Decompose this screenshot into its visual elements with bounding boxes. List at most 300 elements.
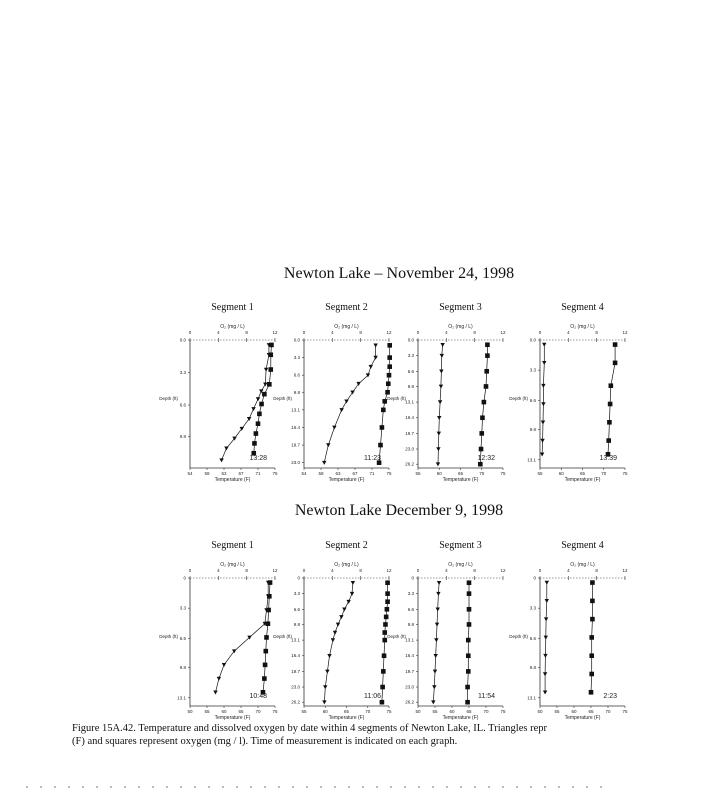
oxygen-axis-label: O₂ (mg / L)	[334, 324, 359, 330]
oxygen-point	[609, 383, 614, 388]
oxygen-line	[480, 345, 487, 465]
oxygen-point	[387, 373, 392, 378]
oxygen-tick-label: 0	[188, 568, 192, 573]
temperature-point	[435, 623, 439, 627]
temperature-tick-label: 54	[187, 471, 193, 476]
oxygen-point	[381, 669, 386, 674]
measurement-time: 12:32	[477, 455, 495, 462]
oxygen-point	[467, 580, 472, 585]
oxygen-point	[589, 672, 594, 677]
oxygen-tick-label: 12	[622, 568, 628, 573]
oxygen-point	[613, 342, 618, 347]
plot-area	[509, 324, 628, 483]
oxygen-tick-label: 12	[386, 330, 392, 335]
depth-profile-chart	[273, 318, 399, 488]
temperature-point	[542, 343, 546, 347]
oxygen-tick-label: 8	[359, 568, 362, 573]
oxygen-point	[384, 615, 389, 620]
depth-tick-label: 9.8	[179, 665, 186, 671]
temperature-point	[219, 458, 223, 462]
temperature-tick-label: 75	[272, 471, 278, 476]
oxygen-point	[259, 402, 264, 407]
depth-tick-label: 9.8	[407, 621, 414, 627]
oxygen-tick-label: 4	[217, 330, 220, 335]
depth-tick-label: 6.6	[179, 635, 186, 641]
oxygen-point	[485, 342, 490, 347]
temperature-point	[373, 356, 377, 360]
temperature-tick-label: 55	[415, 471, 421, 476]
oxygen-tick-label: 12	[622, 330, 628, 335]
depth-tick-label: 0	[297, 575, 300, 581]
temperature-tick-label: 65	[457, 471, 464, 476]
oxygen-tick-label: 8	[595, 330, 598, 335]
depth-tick-label: 19.7	[405, 430, 414, 436]
temperature-tick-label: 55	[301, 709, 307, 714]
oxygen-point	[387, 355, 392, 360]
temperature-point	[544, 636, 548, 640]
temperature-point	[432, 685, 436, 689]
temperature-point	[540, 439, 544, 443]
oxygen-point	[466, 638, 471, 643]
depth-axis-label: Depth (ft)	[159, 396, 178, 401]
measurement-time: 10:48	[249, 693, 267, 700]
temperature-tick-label: 67	[238, 471, 244, 476]
oxygen-tick-label: 12	[500, 330, 506, 335]
temperature-tick-label: 70	[479, 471, 485, 476]
temperature-axis-label: Temperature (F)	[214, 477, 251, 483]
depth-tick-label: 13.1	[177, 695, 186, 701]
temperature-point	[436, 447, 440, 451]
temperature-point	[437, 416, 441, 420]
temperature-point	[350, 390, 354, 394]
depth-tick-label: 16.4	[405, 653, 414, 659]
oxygen-axis-label: O₂ (mg / L)	[570, 324, 595, 330]
segment-label: Segment 4	[561, 540, 604, 551]
depth-tick-label: 0	[411, 575, 414, 581]
temperature-tick-label: 75	[386, 709, 392, 714]
depth-axis-label: Depth (ft)	[509, 634, 528, 639]
oxygen-point	[608, 402, 613, 407]
oxygen-point	[589, 653, 594, 658]
temperature-point	[322, 700, 326, 704]
caption-line-2: (F) and squares represent oxygen (mg / l). Time of measurement is indicated on each graph.	[72, 736, 458, 747]
temperature-tick-label: 65	[588, 709, 594, 714]
oxygen-tick-label: 8	[245, 330, 248, 335]
oxygen-tick-label: 8	[359, 330, 362, 335]
page-edge-artifact	[20, 786, 610, 788]
temperature-tick-label: 55	[554, 709, 560, 714]
oxygen-point	[268, 352, 273, 357]
depth-tick-label: 16.4	[291, 653, 300, 659]
temperature-axis-label: Temperature (F)	[214, 715, 251, 721]
oxygen-point	[268, 367, 273, 372]
temperature-point	[342, 607, 346, 611]
temperature-tick-label: 60	[449, 709, 455, 714]
oxygen-point	[385, 591, 390, 596]
depth-tick-label: 3.3	[293, 591, 300, 597]
temperature-tick-label: 63	[335, 471, 341, 476]
temperature-point	[540, 452, 544, 456]
temperature-point	[541, 402, 545, 406]
oxygen-axis-label: O₂ (mg / L)	[334, 562, 359, 568]
depth-tick-label: 9.8	[293, 389, 300, 395]
plot-area	[509, 562, 628, 721]
oxygen-point	[467, 591, 472, 596]
temperature-tick-label: 55	[537, 471, 543, 476]
temperature-point	[323, 685, 327, 689]
depth-profile-chart	[509, 318, 635, 488]
depth-tick-label: 13.1	[291, 637, 300, 643]
depth-profile-chart	[509, 556, 635, 726]
temperature-point	[336, 623, 340, 627]
temperature-tick-label: 59	[318, 471, 324, 476]
oxygen-point	[257, 412, 262, 417]
oxygen-tick-label: 4	[567, 568, 570, 573]
plot-area	[159, 324, 278, 483]
depth-tick-label: 3.3	[179, 369, 186, 375]
oxygen-tick-label: 8	[595, 568, 598, 573]
temperature-point	[222, 663, 226, 667]
oxygen-point	[256, 421, 261, 426]
temperature-tick-label: 50	[537, 709, 543, 714]
temperature-point	[543, 654, 547, 658]
depth-tick-label: 13.1	[405, 399, 414, 405]
oxygen-line	[468, 583, 469, 703]
depth-tick-label: 9.8	[293, 621, 300, 627]
chart-title-november: Newton Lake – November 24, 1998	[283, 265, 515, 282]
segment-label: Segment 2	[325, 302, 368, 313]
oxygen-tick-label: 12	[500, 568, 506, 573]
temperature-axis-label: Temperature (F)	[328, 715, 365, 721]
measurement-time: 11:54	[478, 693, 495, 700]
temperature-point	[543, 690, 547, 694]
temperature-point	[333, 631, 337, 635]
depth-tick-label: 23.0	[405, 446, 414, 452]
oxygen-point	[267, 594, 272, 599]
oxygen-tick-label: 12	[272, 330, 278, 335]
measurement-time: 13:28	[249, 455, 267, 462]
plot-area	[159, 562, 278, 721]
temperature-point	[263, 383, 267, 387]
oxygen-point	[589, 690, 594, 695]
oxygen-point	[380, 685, 385, 690]
temperature-point	[541, 420, 545, 424]
oxygen-tick-label: 8	[473, 330, 476, 335]
depth-axis-label: Depth (ft)	[509, 396, 528, 401]
temperature-axis-label: Temperature (F)	[442, 715, 479, 721]
temperature-tick-label: 55	[204, 709, 210, 714]
temperature-point	[322, 461, 326, 465]
temperature-point	[256, 397, 260, 401]
temperature-point	[545, 581, 549, 585]
depth-tick-label: 0	[183, 575, 186, 581]
depth-tick-label: 9.8	[529, 665, 536, 671]
oxygen-point	[385, 390, 390, 395]
temperature-tick-label: 60	[436, 471, 442, 476]
depth-profile-chart	[273, 556, 399, 726]
temperature-point	[433, 670, 437, 674]
temperature-tick-label: 60	[558, 471, 564, 476]
depth-axis-label: Depth (ft)	[273, 634, 292, 639]
temperature-axis-label: Temperature (F)	[564, 477, 601, 483]
depth-tick-label: 26.2	[291, 699, 300, 705]
temperature-tick-label: 54	[301, 471, 307, 476]
oxygen-point	[385, 607, 390, 612]
depth-profile-chart	[159, 556, 285, 726]
depth-tick-label: 6.6	[529, 397, 536, 403]
oxygen-point	[381, 408, 386, 413]
temperature-line	[433, 583, 439, 703]
temperature-point	[339, 408, 343, 412]
oxygen-tick-label: 0	[302, 330, 306, 335]
oxygen-point	[479, 431, 484, 436]
oxygen-tick-label: 4	[331, 330, 334, 335]
depth-axis-label: Depth (ft)	[273, 396, 292, 401]
temperature-tick-label: 60	[571, 709, 577, 714]
depth-tick-label: 0	[533, 575, 536, 581]
temperature-tick-label: 60	[221, 709, 227, 714]
oxygen-point	[479, 447, 484, 452]
oxygen-line	[254, 345, 272, 453]
depth-tick-label: 19.7	[405, 668, 414, 674]
segment-label: Segment 1	[211, 540, 254, 551]
temperature-line	[324, 345, 375, 462]
temperature-tick-label: 70	[601, 471, 607, 476]
oxygen-tick-label: 12	[386, 568, 392, 573]
oxygen-tick-label: 0	[538, 568, 542, 573]
depth-tick-label: 13.1	[291, 407, 300, 413]
depth-tick-label: 6.6	[179, 402, 186, 408]
oxygen-point	[266, 621, 271, 626]
oxygen-point	[378, 443, 383, 448]
temperature-tick-label: 75	[622, 471, 628, 476]
temperature-tick-label: 75	[622, 709, 628, 714]
depth-tick-label: 6.6	[407, 606, 414, 612]
temperature-point	[545, 599, 549, 603]
temperature-point	[327, 654, 331, 658]
segment-label: Segment 3	[439, 540, 482, 551]
temperature-tick-label: 63	[221, 471, 227, 476]
oxygen-point	[466, 669, 471, 674]
oxygen-point	[387, 343, 392, 348]
temperature-point	[541, 384, 545, 388]
temperature-tick-label: 65	[343, 709, 350, 714]
temperature-point	[437, 581, 441, 585]
oxygen-tick-label: 4	[445, 568, 448, 573]
depth-tick-label: 16.4	[405, 415, 414, 421]
oxygen-tick-label: 8	[245, 568, 248, 573]
temperature-point	[436, 607, 440, 611]
temperature-point	[326, 443, 330, 447]
oxygen-point	[262, 676, 267, 681]
chart-title-december: Newton Lake December 9, 1998	[294, 502, 504, 519]
temperature-point	[439, 385, 443, 389]
oxygen-tick-label: 4	[445, 330, 448, 335]
oxygen-point	[387, 364, 392, 369]
temperature-tick-label: 75	[386, 471, 392, 476]
oxygen-point	[590, 617, 595, 622]
depth-tick-label: 9.8	[407, 383, 414, 389]
oxygen-point	[484, 384, 489, 389]
oxygen-point	[607, 420, 612, 425]
depth-tick-label: 23.0	[291, 460, 300, 466]
temperature-tick-label: 70	[605, 709, 611, 714]
oxygen-point	[606, 438, 611, 443]
temperature-tick-label: 75	[500, 471, 506, 476]
temperature-point	[224, 447, 228, 451]
plot-area	[273, 562, 392, 721]
temperature-point	[217, 677, 221, 681]
temperature-tick-label: 50	[187, 709, 193, 714]
oxygen-point	[382, 653, 387, 658]
depth-tick-label: 3.3	[407, 591, 414, 597]
measurement-time: 13:39	[599, 455, 617, 462]
plot-area	[387, 324, 506, 483]
depth-tick-label: 3.3	[407, 353, 414, 359]
depth-tick-label: 6.6	[293, 372, 300, 378]
temperature-point	[440, 354, 444, 358]
temperature-point	[325, 670, 329, 674]
temperature-point	[436, 462, 440, 466]
caption-line-1: Figure 15A.42. Temperature and dissolved oxygen by date within 4 segments of Newton Lake, IL. Triangles repr	[72, 723, 547, 734]
temperature-line	[438, 345, 443, 465]
oxygen-tick-label: 0	[538, 330, 542, 335]
temperature-tick-label: 65	[579, 471, 586, 476]
depth-axis-label: Depth (ft)	[387, 396, 406, 401]
temperature-tick-label: 75	[500, 709, 506, 714]
temperature-point	[439, 369, 443, 373]
figure-caption	[72, 722, 618, 748]
oxygen-point	[589, 635, 594, 640]
temperature-point	[544, 617, 548, 621]
oxygen-point	[466, 653, 471, 658]
temperature-point	[213, 690, 217, 694]
oxygen-tick-label: 0	[416, 568, 420, 573]
temperature-point	[440, 343, 444, 347]
oxygen-tick-label: 4	[331, 568, 334, 573]
oxygen-axis-label: O₂ (mg / L)	[220, 562, 245, 568]
depth-tick-label: 0.0	[293, 337, 300, 343]
temperature-point	[431, 700, 435, 704]
oxygen-point	[478, 462, 483, 467]
temperature-tick-label: 70	[483, 709, 489, 714]
temperature-tick-label: 70	[255, 709, 261, 714]
depth-tick-label: 16.4	[291, 424, 300, 430]
depth-tick-label: 13.1	[405, 637, 414, 643]
temperature-tick-label: 50	[415, 709, 421, 714]
oxygen-point	[266, 608, 271, 613]
oxygen-axis-label: O₂ (mg / L)	[220, 324, 245, 330]
depth-axis-label: Depth (ft)	[387, 634, 406, 639]
depth-tick-label: 9.8	[179, 433, 186, 439]
plot-area	[387, 562, 506, 721]
temperature-point	[331, 638, 335, 642]
oxygen-point	[590, 580, 595, 585]
oxygen-point	[268, 580, 273, 585]
oxygen-point	[467, 622, 472, 627]
oxygen-point	[485, 353, 490, 358]
temperature-point	[433, 654, 437, 658]
depth-tick-label: 26.2	[405, 461, 414, 467]
segment-label: Segment 3	[439, 302, 482, 313]
oxygen-axis-label: O₂ (mg / L)	[448, 324, 473, 330]
temperature-point	[436, 592, 440, 596]
oxygen-point	[254, 431, 259, 436]
oxygen-tick-label: 0	[416, 330, 420, 335]
plot-area	[273, 324, 392, 483]
temperature-tick-label: 75	[272, 709, 278, 714]
oxygen-point	[590, 599, 595, 604]
oxygen-point	[465, 700, 470, 705]
oxygen-tick-label: 4	[567, 330, 570, 335]
temperature-point	[346, 600, 350, 604]
depth-tick-label: 19.7	[291, 442, 300, 448]
temperature-tick-label: 65	[466, 709, 472, 714]
temperature-point	[373, 344, 377, 348]
temperature-point	[437, 432, 441, 436]
oxygen-point	[252, 441, 257, 446]
temperature-axis-label: Temperature (F)	[328, 477, 365, 483]
depth-tick-label: 23.0	[291, 684, 300, 690]
depth-axis-label: Depth (ft)	[159, 634, 178, 639]
oxygen-point	[465, 685, 470, 690]
depth-tick-label: 6.6	[293, 606, 300, 612]
depth-tick-label: 19.7	[291, 668, 300, 674]
depth-tick-label: 23.0	[405, 684, 414, 690]
temperature-point	[350, 592, 354, 596]
temperature-axis-label: Temperature (F)	[442, 477, 479, 483]
oxygen-point	[269, 343, 274, 348]
depth-tick-label: 6.6	[407, 368, 414, 374]
depth-tick-label: 3.3	[179, 605, 186, 611]
measurement-time: 2:23	[603, 693, 617, 700]
oxygen-tick-label: 4	[217, 568, 220, 573]
oxygen-point	[482, 400, 487, 405]
depth-tick-label: 0.0	[407, 337, 414, 343]
temperature-line	[216, 583, 269, 693]
oxygen-tick-label: 0	[302, 568, 306, 573]
oxygen-point	[383, 622, 388, 627]
depth-tick-label: 13.1	[527, 457, 536, 463]
temperature-point	[351, 581, 355, 585]
oxygen-point	[262, 392, 267, 397]
depth-tick-label: 9.8	[529, 427, 536, 433]
oxygen-point	[263, 649, 268, 654]
oxygen-point	[467, 607, 472, 612]
oxygen-point	[380, 425, 385, 430]
oxygen-point	[380, 700, 385, 705]
temperature-point	[251, 407, 255, 411]
measurement-time: 11:06	[364, 693, 381, 700]
temperature-tick-label: 70	[365, 709, 371, 714]
temperature-point	[264, 368, 268, 372]
depth-tick-label: 3.3	[293, 355, 300, 361]
oxygen-point	[264, 635, 269, 640]
temperature-tick-label: 60	[322, 709, 328, 714]
segment-label: Segment 4	[561, 302, 604, 313]
oxygen-tick-label: 12	[272, 568, 278, 573]
oxygen-point	[267, 382, 272, 387]
depth-tick-label: 0.0	[529, 337, 536, 343]
depth-profile-chart	[387, 556, 513, 726]
depth-tick-label: 26.2	[405, 699, 414, 705]
oxygen-point	[385, 599, 390, 604]
temperature-tick-label: 59	[204, 471, 210, 476]
depth-tick-label: 13.1	[527, 695, 536, 701]
temperature-point	[438, 400, 442, 404]
temperature-tick-label: 67	[352, 471, 358, 476]
temperature-tick-label: 55	[432, 709, 438, 714]
